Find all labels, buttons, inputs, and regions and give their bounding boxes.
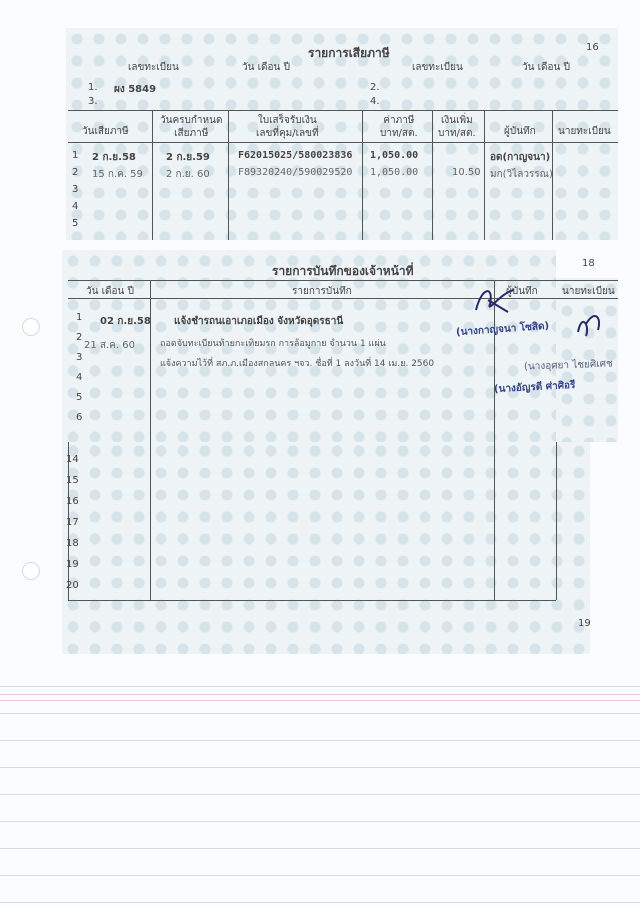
tax-row-2-receipt: F89320240/590029520 xyxy=(238,167,353,178)
col-header-tax: ค่าภาษี บาท/สต. xyxy=(380,115,418,139)
tax-row-2-paid: 15 ก.ค. 59 xyxy=(92,169,143,180)
binder-hole-bottom xyxy=(22,562,40,580)
lower-row-number: 18 xyxy=(66,538,79,549)
stamp-registrar-2: (นางอัญรตี ศ่าศิอรี xyxy=(493,379,576,396)
tax-row-2-extra: 10.50 xyxy=(452,167,481,178)
col-header-recorder-2: ผู้บันทึก xyxy=(506,286,538,297)
col-header-extra: เงินเพิ่ม บาท/สต. xyxy=(438,115,476,139)
entry-2-text: ถอดจับทะเบียนท้ายกะเทิยมรก การล้อมูกาย จำนวน 1 แผ่น xyxy=(160,339,386,349)
tax-row-2-tax: 1,050.00 xyxy=(370,167,419,178)
officer-row-number: 2 xyxy=(76,332,83,343)
col-header-registrar-2: นายทะเบียน xyxy=(562,286,615,297)
col-header-recorder: ผู้บันทึก xyxy=(504,126,536,137)
binder-hole-top xyxy=(22,318,40,336)
entry-3-text: แจ้งความไว้ที่ สภ.ภ.เมืองสกลนคร ฯจว. ชื่อที่ 1 ลงวันที่ 14 เม.ย. 2560 xyxy=(160,359,435,369)
stamp-recorder: (นางกาญจนา โซสิด) xyxy=(455,320,550,339)
officer-section-title: รายการบันทึกของเจ้าหน้าที่ xyxy=(272,264,414,278)
officer-row-number: 3 xyxy=(76,352,83,363)
reg-row-2-number: 2. xyxy=(370,82,380,93)
stamp-registrar: (นางอุศยา ไชยศิเศช xyxy=(523,358,613,373)
lower-row-number: 19 xyxy=(66,559,79,570)
lower-row-number: 14 xyxy=(66,454,79,465)
col-header-receipt: ใบเสร็จรับเงิน เลขที่คุม/เลขที่ xyxy=(256,115,319,139)
col-header-due-date: วันครบกำหนด เสียภาษี xyxy=(160,115,223,139)
header-date-right: วัน เดือน ปี xyxy=(522,62,570,73)
tax-row-4-n: 4 xyxy=(72,201,79,212)
reg-row-4-number: 4. xyxy=(370,96,380,107)
tax-row-1-paid: 2 ก.ย.58 xyxy=(92,152,136,163)
officer-row-number: 1 xyxy=(76,312,83,323)
tax-row-1-n: 1 xyxy=(72,150,79,161)
entry-2-date: 21 ส.ค. 60 xyxy=(84,340,135,351)
lower-row-number: 20 xyxy=(66,580,79,591)
header-registration-right: เลขทะเบียน xyxy=(412,62,463,73)
tax-row-1-receipt: F62015025/580023836 xyxy=(238,150,353,161)
reg-row-1-value: ผง 5849 xyxy=(114,84,157,95)
tax-section-title: รายการเสียภาษี xyxy=(308,46,390,60)
officer-row-number: 4 xyxy=(76,372,83,383)
entry-1-text: แจ้งชำรถนเอาเภอเมือง จังหวัดอุดรธานี xyxy=(174,316,344,327)
col-header-entry: รายการบันทึก xyxy=(292,286,352,297)
lower-row-number: 16 xyxy=(66,496,79,507)
lower-register-page xyxy=(62,440,590,654)
tax-row-2-n: 2 xyxy=(72,167,79,178)
col-header-registrar: นายทะเบียน xyxy=(558,126,611,137)
tax-row-1-recorder: อด(กาญจนา) xyxy=(490,152,551,163)
lower-row-number: 15 xyxy=(66,475,79,486)
tax-row-2-due: 2 ก.ย. 60 xyxy=(166,169,210,180)
officer-row-number: 5 xyxy=(76,392,83,403)
entry-1-date: 02 ก.ย.58 xyxy=(100,316,151,327)
tax-row-3-n: 3 xyxy=(72,184,79,195)
page-number-19: 19 xyxy=(578,618,591,629)
reg-row-1-number: 1. xyxy=(88,82,98,93)
col-header-date: วัน เดือน ปี xyxy=(86,286,134,297)
tax-row-1-due: 2 ก.ย.59 xyxy=(166,152,210,163)
tax-row-2-recorder: มก(วิไลวรรณ) xyxy=(490,169,553,180)
officer-row-number: 6 xyxy=(76,412,83,423)
tax-row-1-tax: 1,050.00 xyxy=(370,150,419,161)
registrar-signature xyxy=(572,306,608,340)
lower-row-number: 17 xyxy=(66,517,79,528)
tax-register-page xyxy=(66,28,618,240)
lined-paper-background xyxy=(0,660,640,905)
reg-row-3-number: 3. xyxy=(88,96,98,107)
tax-row-5-n: 5 xyxy=(72,218,79,229)
recorder-signature xyxy=(468,282,528,316)
page-number-16: 16 xyxy=(586,42,599,53)
header-registration-left: เลขทะเบียน xyxy=(128,62,179,73)
page-number-18: 18 xyxy=(582,258,595,269)
header-date-left: วัน เดือน ปี xyxy=(242,62,290,73)
col-header-paid-date: วันเสียภาษี xyxy=(82,126,129,137)
